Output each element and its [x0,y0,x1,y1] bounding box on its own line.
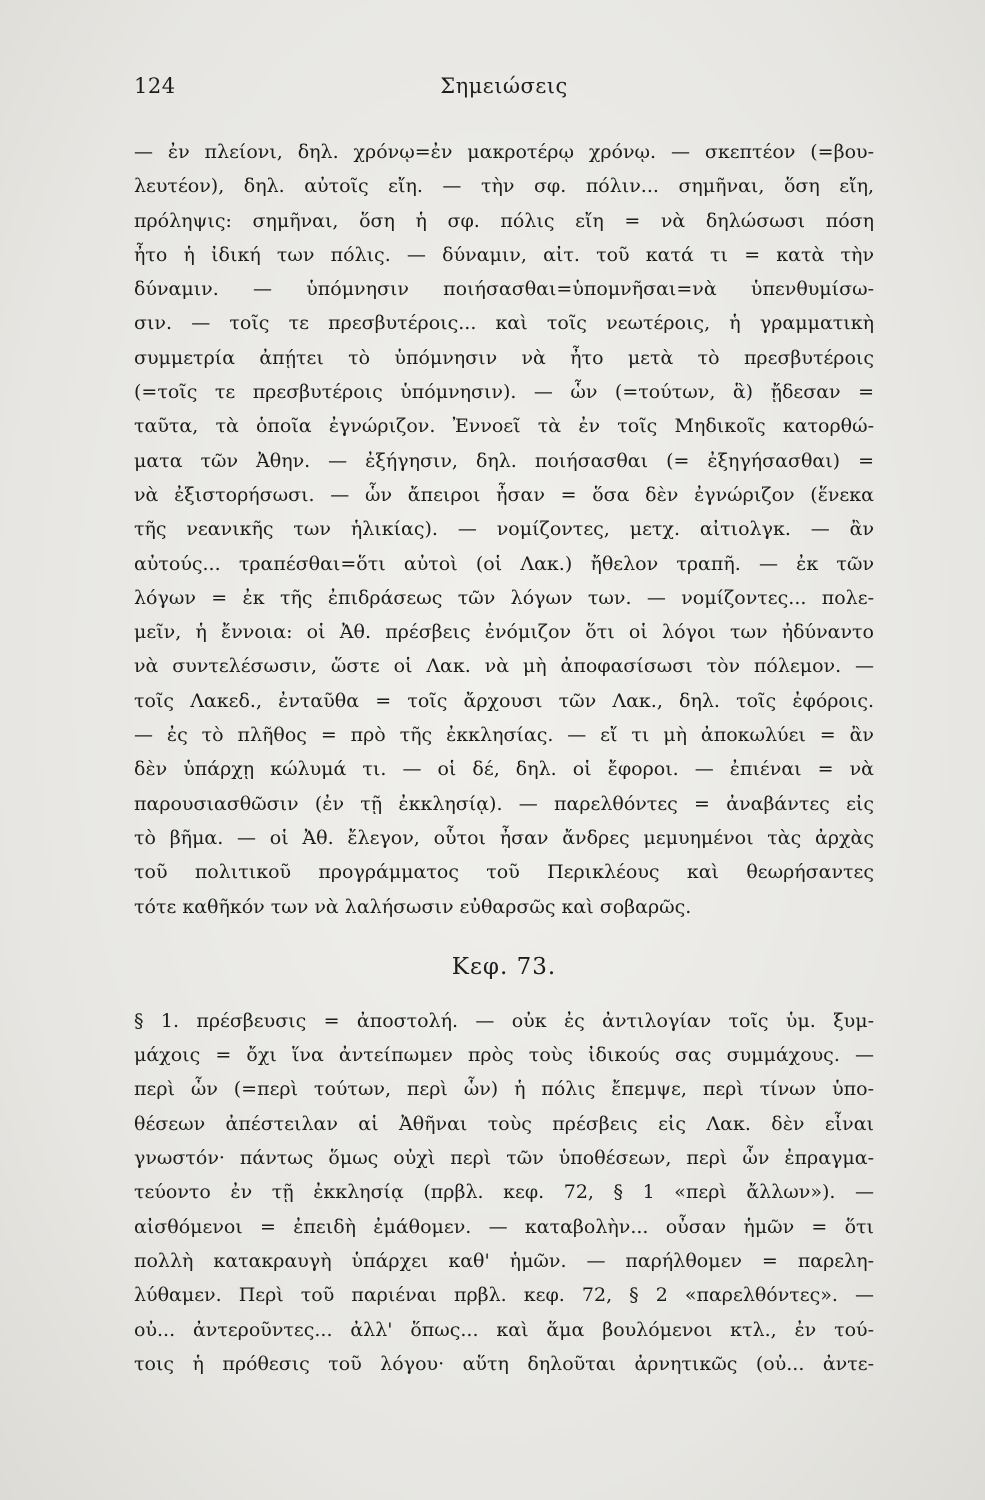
notes-section [134,135,874,924]
text-line: τεύοντο ἐν τῇ ἐκκλησίᾳ (πρβλ. κεφ. 72, § 1 «περὶ ἄλλων»). — [134,1181,874,1204]
text-line: τοις ἡ πρόθεσις τοῦ λόγου· αὕτη δηλοῦται ἀρνητικῶς (οὐ... ἀντε- [134,1352,874,1375]
text-line: τὸ βῆμα. — οἱ Ἀθ. ἔλεγον, οὗτοι ἦσαν ἄνδρες μεμυημένοι τὰς ἀρχὰς [134,826,874,849]
page-body [134,135,874,1381]
text-line: — ἐν πλείονι, δηλ. χρόνῳ=ἐν μακροτέρῳ χρόνῳ. — σκεπτέον (=βου- [134,141,874,163]
text-line: αἰσθόμενοι = ἐπειδὴ ἐμάθομεν. — καταβολὴν... οὖσαν ἡμῶν = ὅτι [134,1215,874,1238]
text-line: τῆς νεανικῆς των ἡλικίας). — νομίζοντες, μετχ. αἰτιολγκ. — ἂν [134,518,874,541]
text-line: ἦτο ἡ ἰδική των πόλις. — δύναμιν, αἰτ. τοῦ κατά τι = κατὰ τὴν [134,243,874,266]
page-header [134,74,874,106]
chapter-notes-section [134,1004,874,1381]
text-line: ταῦτα, τὰ ὁποῖα ἐγνώριζον. Ἐννοεῖ τὰ ἐν τοῖς Μηδικοῖς κατορθώ- [134,415,874,438]
chapter-heading: Κεφ. 73. [451,953,557,980]
text-line: τοῦ πολιτικοῦ προγράμματος τοῦ Περικλέους καὶ θεωρήσαντες [134,861,874,884]
text-line: σιν. — τοῖς τε πρεσβυτέροις... καὶ τοῖς νεωτέροις, ἡ γραμματικὴ [134,312,874,335]
text-line: τοῖς Λακεδ., ἐνταῦθα = τοῖς ἄρχουσι τῶν Λακ., δηλ. τοῖς ἐφόροις. [134,689,874,712]
text-line: γνωστόν· πάντως ὅμως οὐχὶ περὶ τῶν ὑποθέσεων, περὶ ὧν ἐπραγμα- [134,1147,874,1170]
text-line: θέσεων ἀπέστειλαν αἱ Ἀθῆναι τοὺς πρέσβεις εἰς Λακ. δὲν εἶναι [134,1112,874,1135]
text-line: § 1. πρέσβευσις = ἀποστολή. — οὐκ ἐς ἀντιλογίαν τοῖς ὑμ. ξυμ- [134,1009,874,1032]
text-line: μεῖν, ἡ ἔννοια: οἱ Ἀθ. πρέσβεις ἐνόμιζον ὅτι οἱ λόγοι των ἠδύναντο [134,621,874,644]
running-title: Σημειώσεις [440,74,568,98]
text-line: δύναμιν. — ὑπόμνησιν ποιήσασθαι=ὑπομνῆσαι=νὰ ὑπενθυμίσω- [134,278,874,301]
text-line: λόγων = ἐκ τῆς ἐπιδράσεως τῶν λόγων των. — νομίζοντες... πολε- [134,586,874,609]
text-line: συμμετρία ἀπῄτει τὸ ὑπόμνησιν νὰ ἦτο μετὰ τὸ πρεσβυτέροις [134,346,874,369]
text-line: λύθαμεν. Περὶ τοῦ παριέναι πρβλ. κεφ. 72, § 2 «παρελθόντες». — [134,1284,874,1307]
text-line: αὐτούς... τραπέσθαι=ὅτι αὐτοὶ (οἱ Λακ.) ἤθελον τραπῆ. — ἐκ τῶν [134,552,874,575]
text-line: πολλὴ κατακραυγὴ ὑπάρχει καθ' ἡμῶν. — παρήλθομεν = παρελη- [134,1249,874,1272]
text-line: ματα τῶν Ἀθην. — ἐξήγησιν, δηλ. ποιήσασθαι (= ἐξηγήσασθαι) = [134,449,874,472]
text-line: (=τοῖς τε πρεσβυτέροις ὑπόμνησιν). — ὧν (=τούτων, ἃ) ᾔδεσαν = [134,381,874,404]
text-line: πρόληψις: σημῆναι, ὅση ἡ σφ. πόλις εἴη = νὰ δηλώσωσι πόση [134,209,874,232]
text-line: παρουσιασθῶσιν (ἐν τῇ ἐκκλησίᾳ). — παρελθόντες = ἀναβάντες εἰς [134,792,874,815]
text-line: μάχοις = ὄχι ἵνα ἀντείπωμεν πρὸς τοὺς ἰδικούς σας συμμάχους. — [134,1044,874,1067]
text-line: οὐ... ἀντεροῦντες... ἀλλ' ὅπως... καὶ ἅμα βουλόμενοι κτλ., ἐν τού- [134,1318,874,1341]
text-line: τότε καθῆκόν των νὰ λαλήσωσιν εὐθαρσῶς καὶ σοβαρῶς. [134,895,692,918]
text-line: νὰ συντελέσωσιν, ὥστε οἱ Λακ. νὰ μὴ ἀποφασίσωσι τὸν πόλεμον. — [134,655,874,678]
page-number: 124 [134,74,176,98]
text-line: νὰ ἐξιστορήσωσι. — ὧν ἄπειροι ἦσαν = ὅσα δὲν ἐγνώριζον (ἕνεκα [134,483,874,506]
text-line: περὶ ὧν (=περὶ τούτων, περὶ ὧν) ἡ πόλις ἔπεμψε, περὶ τίνων ὑπο- [134,1078,874,1101]
text-line: λευτέον), δηλ. αὐτοῖς εἴη. — τὴν σφ. πόλιν... σημῆναι, ὅση εἴη, [134,175,874,198]
text-line: — ἐς τὸ πλῆθος = πρὸ τῆς ἐκκλησίας. — εἴ τι μὴ ἀποκωλύει = ἂν [134,724,874,747]
text-line: δὲν ὑπάρχῃ κώλυμά τι. — οἱ δέ, δηλ. οἱ ἔφοροι. — ἐπιέναι = νὰ [134,758,874,781]
